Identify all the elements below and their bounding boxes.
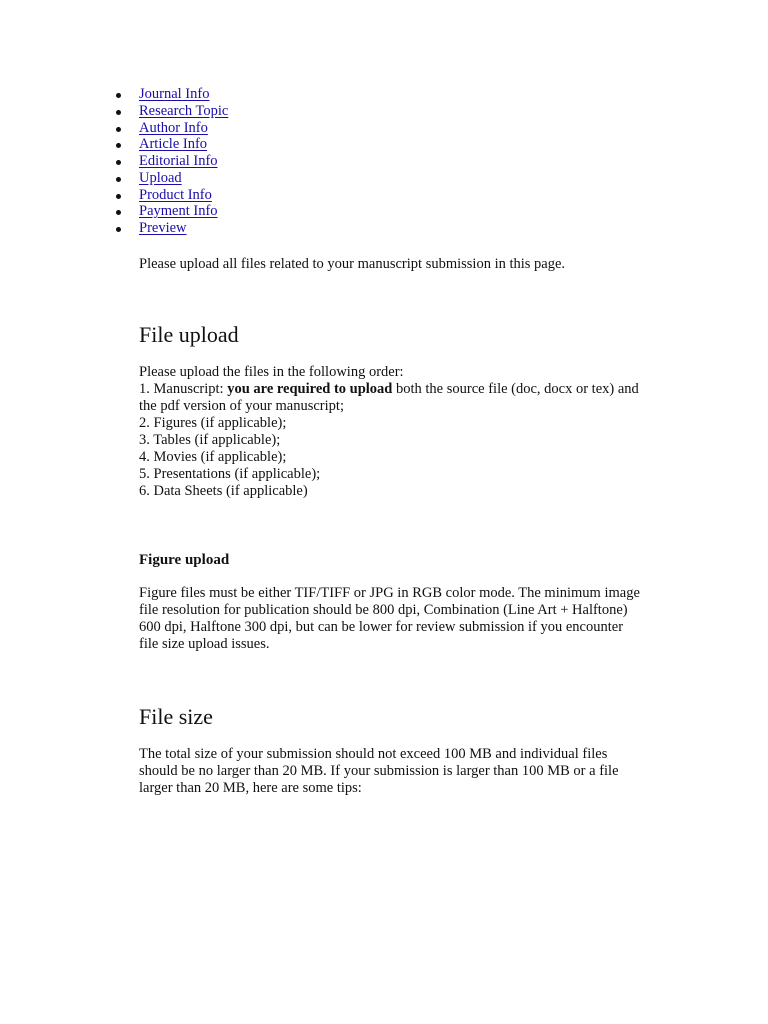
nav-link-author-info[interactable]: Author Info — [139, 119, 208, 136]
figure-upload-line: file resolution for publication should be 800 dpi, Combination (Line Art + Halftone) — [139, 602, 628, 618]
nav-link-research-topic[interactable]: Research Topic — [139, 102, 229, 119]
nav-link-editorial-info[interactable]: Editorial Info — [139, 153, 218, 169]
bullet-icon — [116, 160, 121, 165]
manuscript-required-text: you are required to upload — [227, 381, 393, 397]
figure-upload-text — [139, 585, 640, 653]
file-upload-instructions — [139, 364, 639, 500]
bullet-icon — [116, 93, 121, 98]
nav-link-product-info[interactable]: Product Info — [139, 186, 212, 203]
bullet-icon — [116, 210, 121, 215]
nav-link-payment-info[interactable]: Payment Info — [139, 203, 218, 220]
file-size-text — [139, 746, 619, 797]
nav-item-article-info — [112, 136, 228, 153]
manuscript-prefix: 1. Manuscript: — [139, 381, 228, 397]
figure-upload-line: Figure files must be either TIF/TIFF or JPG in RGB color mode. The minimum image — [139, 585, 640, 601]
bullet-icon — [116, 110, 121, 115]
nav-item-product-info — [112, 187, 228, 204]
bullet-icon — [116, 177, 121, 182]
nav-link-journal-info[interactable]: Journal Info — [139, 86, 210, 102]
nav-link-upload[interactable]: Upload — [139, 169, 182, 186]
manuscript-line — [139, 381, 639, 398]
figure-upload-line: 600 dpi, Halftone 300 dpi, but can be lower for review submission if you encounter — [139, 619, 624, 635]
order-item-movies: 4. Movies (if applicable); — [139, 449, 287, 465]
manuscript-line-2: the pdf version of your manuscript; — [139, 398, 344, 414]
nav-item-journal-info — [112, 86, 228, 103]
file-size-heading: File size — [139, 704, 213, 729]
bullet-icon — [116, 127, 121, 132]
figure-upload-heading: Figure upload — [139, 552, 230, 568]
file-size-line: should be no larger than 20 MB. If your submission is larger than 100 MB or a file — [139, 763, 619, 779]
submission-nav — [112, 86, 228, 237]
order-item-presentations: 5. Presentations (if applicable); — [139, 466, 321, 482]
order-item-tables: 3. Tables (if applicable); — [139, 432, 281, 448]
order-item-data-sheets: 6. Data Sheets (if applicable) — [139, 483, 308, 499]
nav-item-payment-info — [112, 203, 228, 220]
file-size-line: larger than 20 MB, here are some tips: — [139, 780, 362, 796]
nav-item-author-info — [112, 120, 228, 137]
bullet-icon — [116, 194, 121, 199]
nav-link-preview[interactable]: Preview — [139, 220, 187, 236]
nav-item-preview — [112, 220, 228, 237]
nav-item-upload — [112, 170, 228, 187]
bullet-icon — [116, 143, 121, 148]
manuscript-suffix: both the source file (doc, docx or tex) and — [392, 381, 639, 397]
intro-text: Please upload all files related to your manuscript submission in this page. — [139, 256, 566, 272]
nav-link-article-info[interactable]: Article Info — [139, 136, 208, 153]
nav-item-editorial-info — [112, 153, 228, 170]
file-upload-heading: File upload — [139, 322, 239, 347]
figure-upload-line: file size upload issues. — [139, 636, 270, 652]
bullet-icon — [116, 227, 121, 232]
order-item-figures: 2. Figures (if applicable); — [139, 415, 287, 431]
nav-item-research-topic — [112, 103, 228, 120]
order-intro: Please upload the files in the following order: — [139, 364, 404, 380]
file-size-line: The total size of your submission should not exceed 100 MB and individual files — [139, 746, 608, 762]
